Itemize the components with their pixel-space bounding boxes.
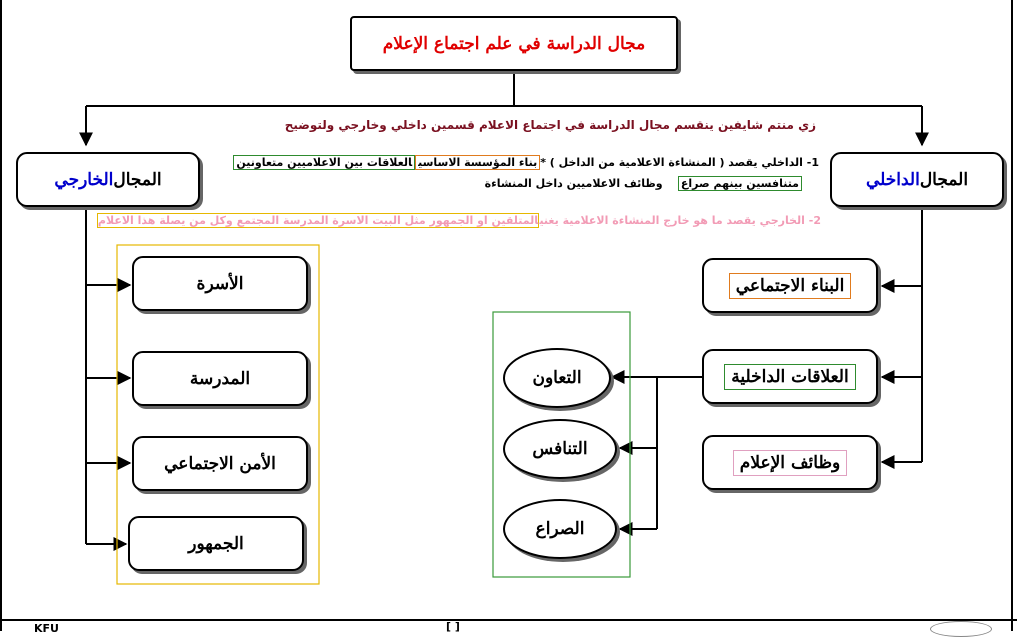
relation-cooperation xyxy=(503,348,611,408)
internal-item-social-structure xyxy=(702,258,878,313)
internal-domain-highlight: الداخلي xyxy=(865,169,920,190)
note-line-1-tail: العلاقات بين الاعلاميين متعاونين xyxy=(233,155,415,170)
footer-seal-icon xyxy=(930,621,992,637)
internal-item-label: البناء الاجتماعي xyxy=(729,273,852,299)
footer-bracket: [ ] xyxy=(446,620,460,633)
internal-domain-box xyxy=(830,152,1004,207)
intro-text: زي منتم شايفين ينقسم مجال الدراسة في اجتماع الاعلام قسمين داخلي وخارجي ولتوضيح xyxy=(284,118,816,132)
diagram-title-box xyxy=(350,16,678,71)
footer-kfu: KFU xyxy=(34,622,59,635)
note-line-2-box: متنافسين بينهم صراع xyxy=(678,176,802,191)
internal-item-media-functions xyxy=(702,435,878,490)
note-line-1-lead: 1- الداخلي يقصد ( المنشاءة الاعلامية من الداخل ) * xyxy=(540,156,819,169)
external-item-label: الجمهور xyxy=(188,533,244,554)
note-line-2 xyxy=(485,177,802,190)
internal-item-label: العلاقات الداخلية xyxy=(724,364,855,390)
external-domain-box xyxy=(16,152,200,207)
relation-competition xyxy=(503,419,617,479)
external-item-label: الأمن الاجتماعي xyxy=(164,453,276,474)
external-domain-highlight: الخارجي xyxy=(54,169,114,190)
internal-domain-prefix: المجال xyxy=(919,169,969,190)
external-item-family xyxy=(132,256,308,311)
external-item-label: المدرسة xyxy=(189,368,251,389)
relation-conflict xyxy=(503,499,617,559)
relation-label: التعاون xyxy=(532,368,582,388)
external-item-school xyxy=(132,351,308,406)
note-line-3 xyxy=(97,214,821,227)
internal-item-internal-relations xyxy=(702,349,878,404)
note-line-3-lead: 2- الخارجي يقصد ما هو خارج المنشاءة الاعلامية يغني xyxy=(539,214,821,227)
external-domain-prefix: المجال xyxy=(113,169,162,190)
external-item-label: الأسرة xyxy=(196,273,244,294)
external-item-social-security xyxy=(132,436,308,491)
note-line-3-box: المتلقين او الجمهور مثل البيت الاسرة المدرسة المجتمع وكل من يصلة هذا الاعلام xyxy=(97,214,539,227)
relation-label: الصراع xyxy=(535,519,585,539)
diagram-title: مجال الدراسة في علم اجتماع الإعلام xyxy=(382,33,646,54)
note-line-1 xyxy=(233,156,819,169)
note-line-1-mid: بناء المؤسسة الاساسي xyxy=(415,155,540,170)
internal-item-label: وظائف الإعلام xyxy=(733,450,847,476)
note-line-2-tail: وظائف الاعلاميين داخل المنشاءة xyxy=(484,177,663,190)
relation-label: التنافس xyxy=(532,439,588,459)
external-item-audience xyxy=(128,516,304,571)
